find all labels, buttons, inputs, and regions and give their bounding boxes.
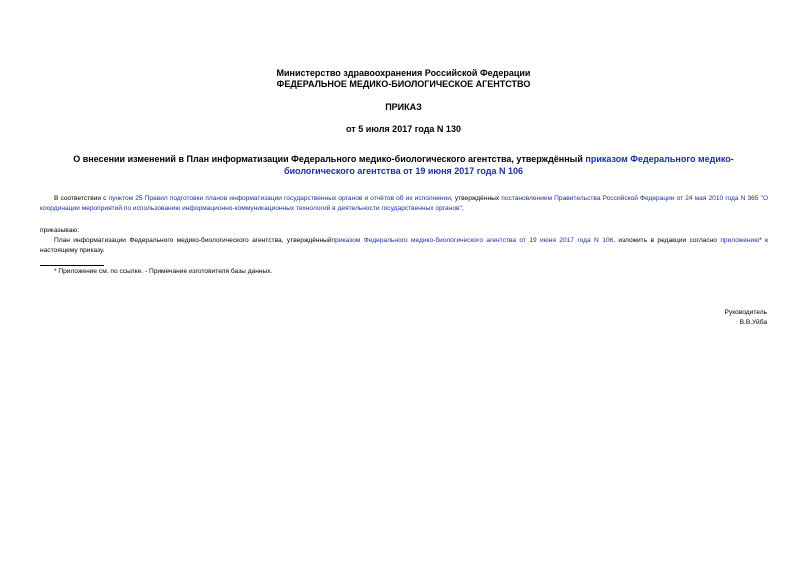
title-order-link[interactable]: приказом Федерального медико-биологического агентства от 19 июня 2017 года N 106 <box>283 154 734 176</box>
order-text-1: План информатизации Федерального медико-биологического агентства, утверждённый <box>54 237 332 244</box>
preamble-text-1: В соответствии с <box>54 195 109 202</box>
preamble-text-2: , утверждённых <box>450 195 502 202</box>
rules-clause-link[interactable]: пунктом 25 Правил подготовки планов информатизации государственных органов и отчётов об их исполнении <box>108 195 451 202</box>
order-paragraph <box>40 236 768 256</box>
order-text-3: * к настоящему приказу. <box>40 237 769 254</box>
agency-name: ФЕДЕРАЛЬНОЕ МЕДИКО-БИОЛОГИЧЕСКОЕ АГЕНТСТВО <box>276 79 531 89</box>
preamble-text-3: , <box>461 205 464 212</box>
order-word: приказываю: <box>40 227 80 234</box>
signature-name: В.В.Уйба <box>739 319 767 326</box>
government-decree-link[interactable]: постановлением Правительства Российской Федерации от 24 мая 2010 года N 365 "О координации мероприятий по использованию информационно-коммуникационных технологий в деятельности государственных органов" <box>40 195 769 212</box>
ministry-name: Министерство здравоохранения Российской Федерации <box>276 68 531 78</box>
signature-position: Руководитель <box>724 309 767 316</box>
appendix-link[interactable]: приложению <box>720 237 760 244</box>
document-title <box>40 153 767 177</box>
order-text-2: , изложить в редакции согласно <box>613 237 721 244</box>
document-type: ПРИКАЗ <box>385 102 422 112</box>
footnote-text: * Приложение см. по ссылке. - Примечание изготовителя базы данных. <box>54 268 273 275</box>
order-106-link[interactable]: приказом Федерального медико-биологического агентства от 19 июня 2017 года N 106 <box>331 237 614 244</box>
preamble-paragraph <box>40 194 768 214</box>
footnote-divider <box>40 265 104 266</box>
title-text: О внесении изменений в План информатизации Федерального медико-биологического агентства, утверждённый <box>73 154 586 164</box>
document-date-number: от 5 июля 2017 года N 130 <box>346 124 461 134</box>
